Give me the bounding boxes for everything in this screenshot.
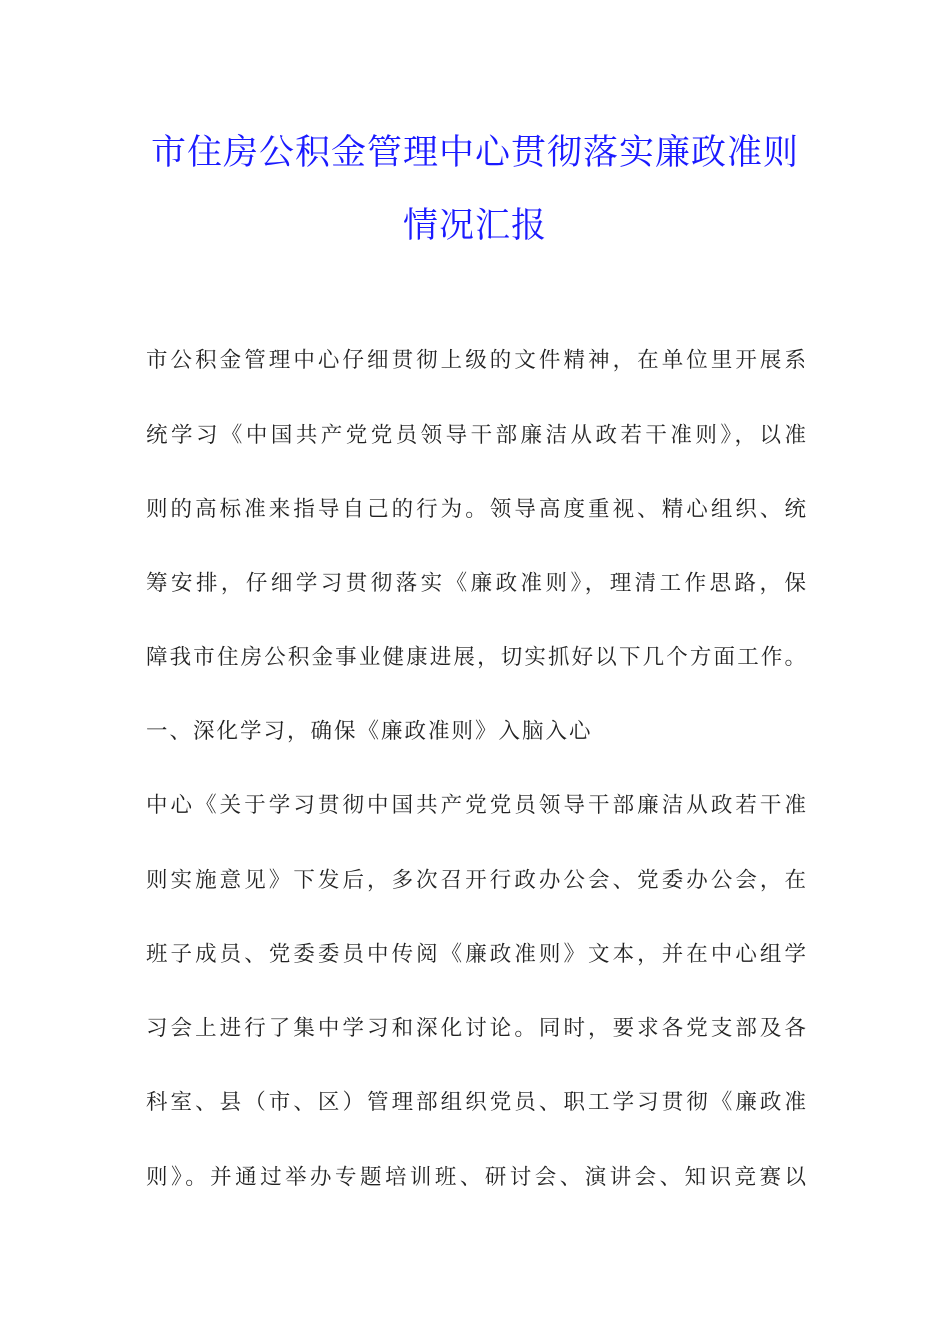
body-text-line: 统学习《中国共产党党员领导干部廉洁从政若干准则》，以准: [146, 423, 806, 448]
section-heading: 一、深化学习，确保《廉政准则》入脑入心: [146, 719, 593, 744]
body-text-line: 则实施意见》下发后，多次召开行政办公会、党委办公会，在: [146, 868, 806, 893]
body-text-line: 中心《关于学习贯彻中国共产党党员领导干部廉洁从政若干准: [146, 793, 806, 818]
document-title-line-2: 情况汇报: [402, 206, 547, 246]
body-text-line: 筹安排，仔细学习贯彻落实《廉政准则》，理清工作思路，保: [146, 571, 806, 596]
body-text-line: 障我市住房公积金事业健康进展，切实抓好以下几个方面工作。: [146, 645, 806, 670]
body-text-line: 则的高标准来指导自己的行为。领导高度重视、精心组织、统: [146, 497, 806, 522]
body-text-line: 习会上进行了集中学习和深化讨论。同时，要求各党支部及各: [146, 1016, 806, 1041]
body-text-line: 则》。并通过举办专题培训班、研讨会、演讲会、知识竞赛以: [146, 1165, 806, 1190]
body-text-line: 科室、县（市、区）管理部组织党员、职工学习贯彻《廉政准: [146, 1090, 806, 1115]
body-text-line: 市公积金管理中心仔细贯彻上级的文件精神，在单位里开展系: [146, 348, 806, 373]
document-title-line-1: 市住房公积金管理中心贯彻落实廉政准则: [150, 133, 799, 173]
body-text-line: 班子成员、党委委员中传阅《廉政准则》文本，并在中心组学: [146, 942, 806, 967]
